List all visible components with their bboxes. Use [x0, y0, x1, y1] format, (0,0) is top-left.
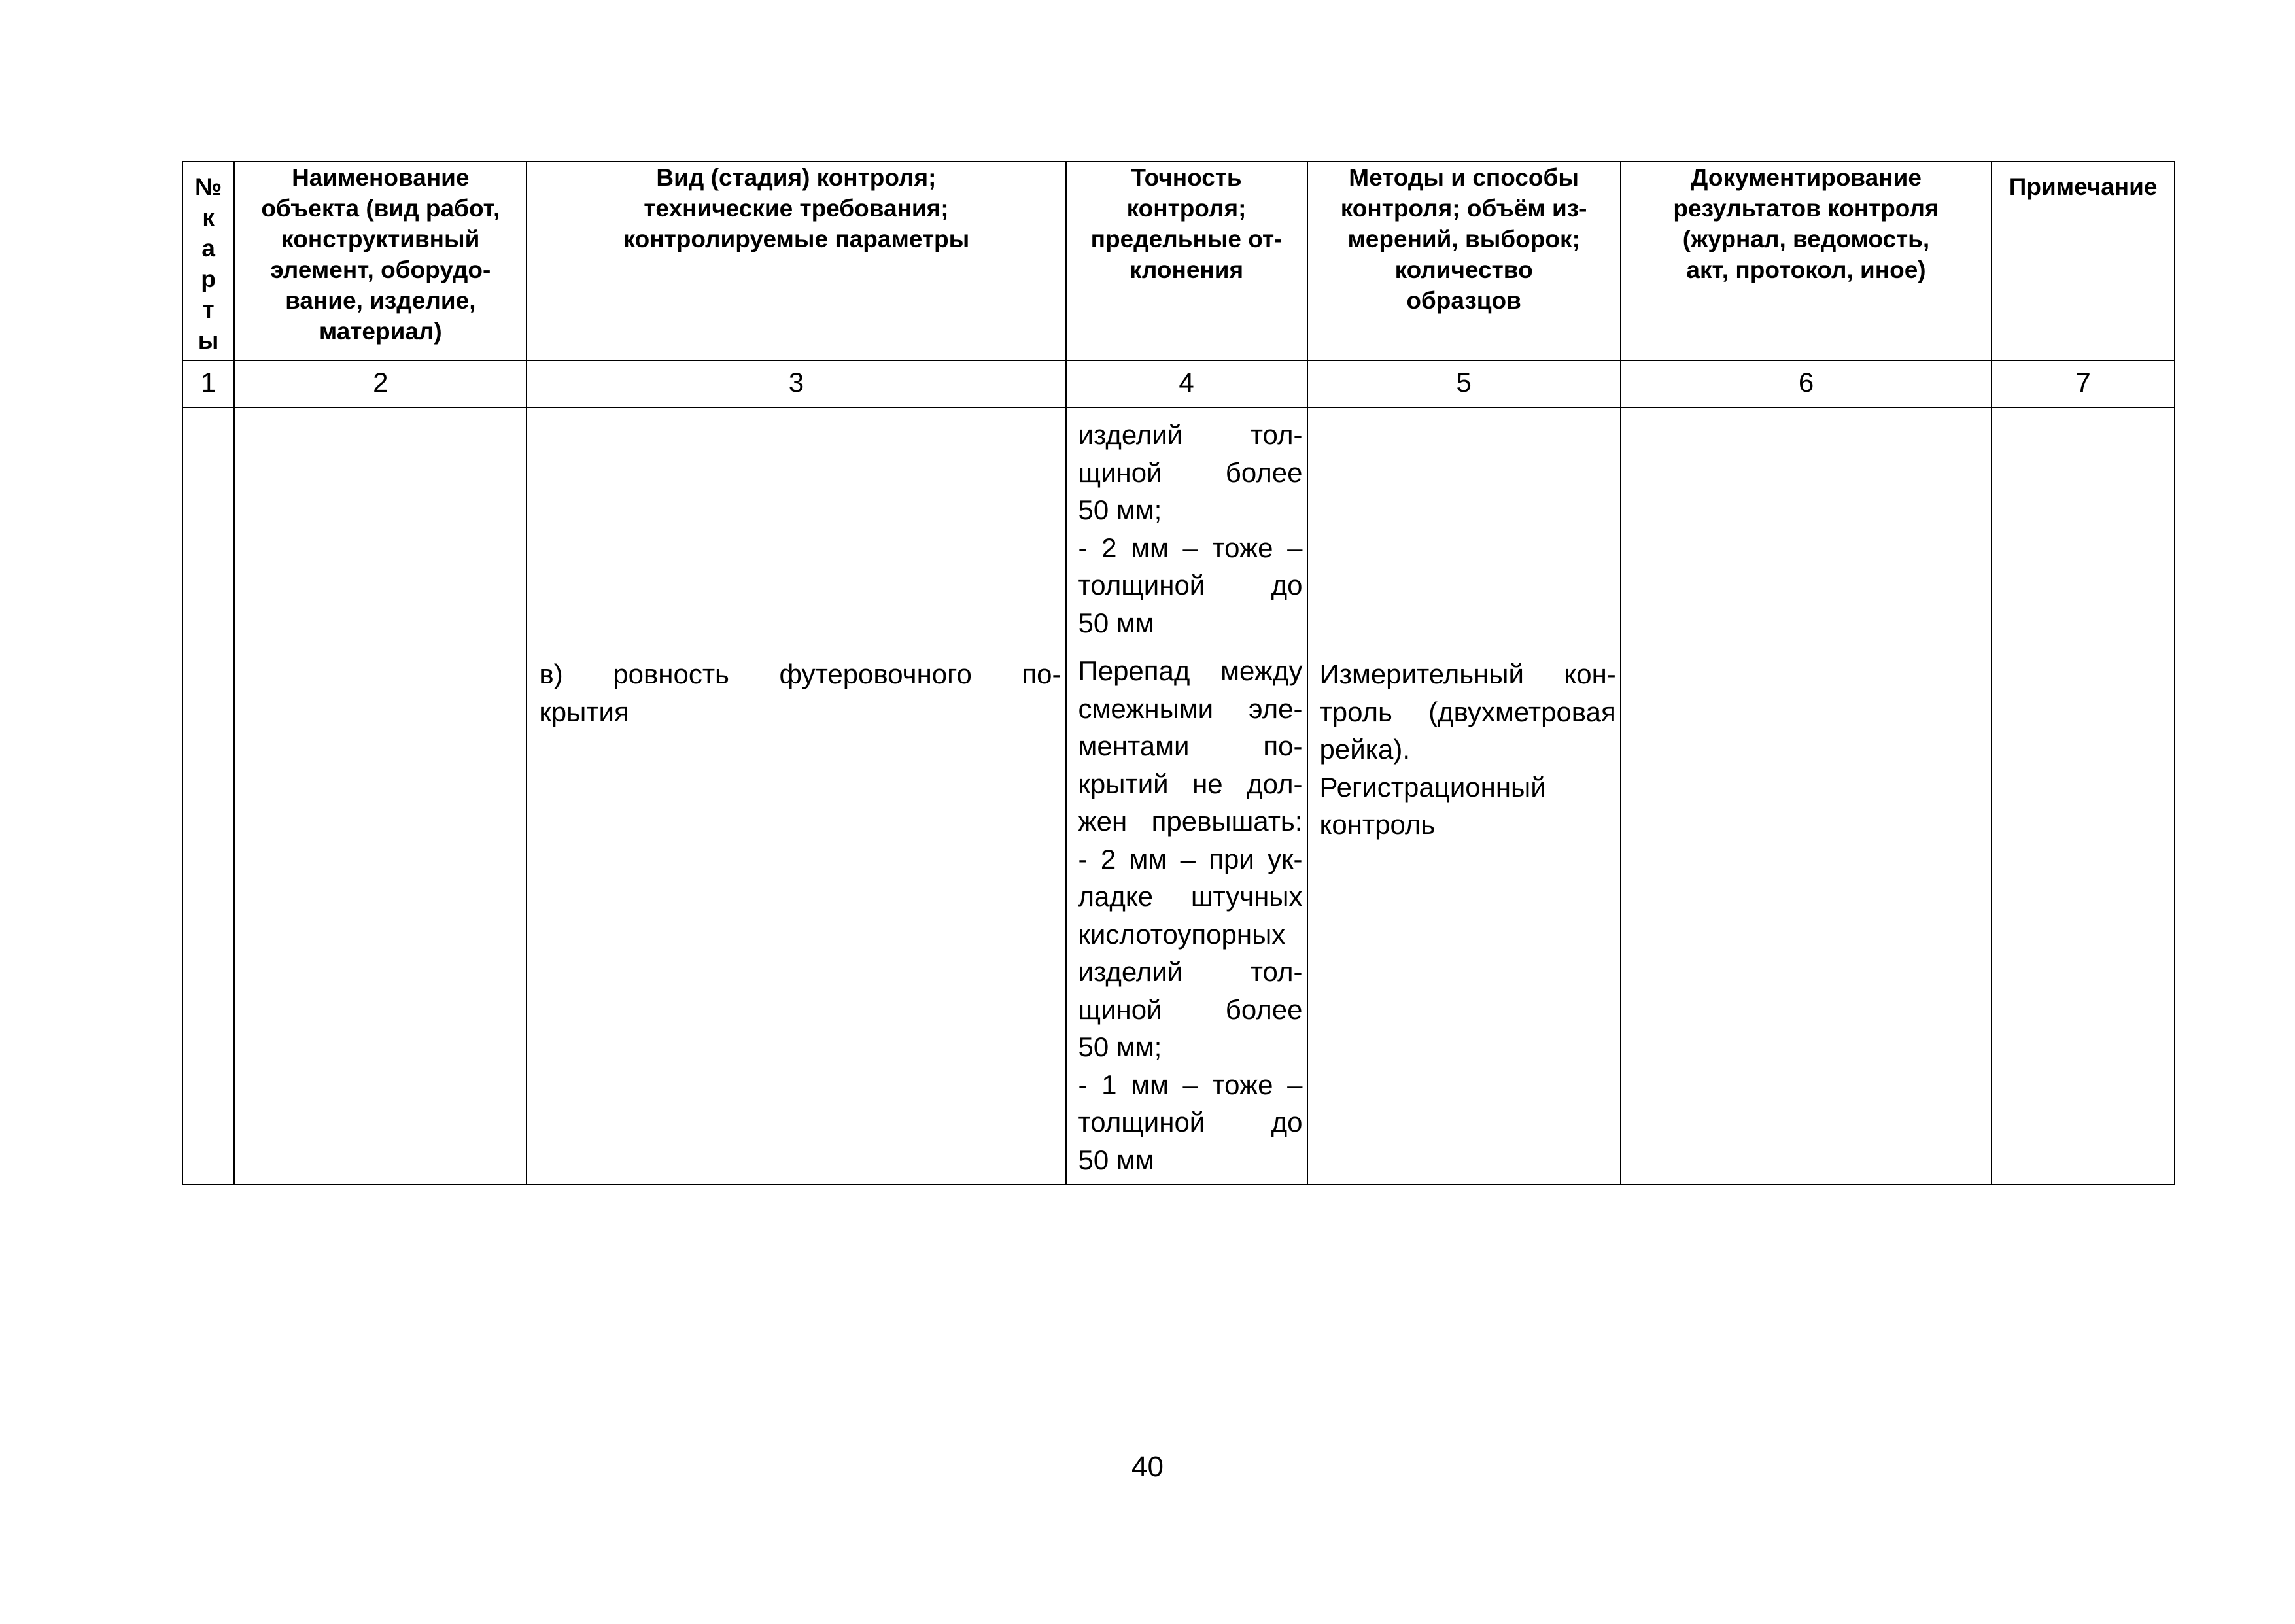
text-line: крытий не дол-: [1078, 768, 1303, 799]
methods-text: [1308, 408, 1620, 844]
control-requirement-text: [527, 408, 1065, 731]
header-line: контролируемые параметры: [623, 226, 970, 252]
text-line: троль (двухметровая: [1319, 696, 1616, 727]
text-line: контроль: [1319, 809, 1436, 840]
text-line: смежными эле-: [1078, 693, 1303, 724]
text-line: жен превышать:: [1078, 806, 1303, 837]
control-table: [182, 161, 2175, 1185]
text-line: 50 мм;: [1078, 494, 1162, 525]
header-object-name: [234, 162, 526, 360]
column-number: 2: [234, 360, 526, 407]
cell-accuracy: [1066, 407, 1307, 1184]
header-line: вание, изделие,: [285, 287, 476, 314]
header-line: а: [201, 235, 215, 262]
accuracy-block-evenness: [1078, 652, 1303, 1179]
header-line: предельные от-: [1090, 226, 1283, 252]
text-line: кислотоупорных: [1078, 918, 1286, 950]
header-line: Точность: [1131, 164, 1242, 191]
header-line: акт, протокол, иное): [1686, 256, 1926, 283]
text-line: Регистрационный: [1319, 771, 1546, 803]
text-line: в) ровность футеровочного по-: [539, 659, 1061, 689]
text-line: щиной более: [1078, 993, 1303, 1025]
text-line: 50 мм: [1078, 1144, 1154, 1175]
cell-methods: [1307, 407, 1621, 1184]
header-line: количество: [1394, 256, 1533, 283]
text-line: изделий тол-: [1078, 419, 1303, 450]
header-accuracy: [1066, 162, 1307, 360]
header-line: Вид (стадия) контроля;: [656, 164, 937, 191]
accuracy-text: [1067, 408, 1307, 1179]
header-line: Методы и способы: [1349, 164, 1579, 191]
header-documentation: [1621, 162, 1992, 360]
header-line: ы: [198, 327, 219, 354]
header-methods: [1307, 162, 1621, 360]
column-number: 6: [1621, 360, 1992, 407]
column-number: 5: [1307, 360, 1621, 407]
header-line: элемент, оборудо-: [270, 256, 491, 283]
accuracy-block-continued: [1078, 416, 1303, 642]
header-note: [1992, 162, 2175, 360]
header-line: Примечание: [2009, 173, 2158, 200]
header-line: клонения: [1129, 256, 1244, 283]
header-line: технические требования;: [644, 195, 949, 222]
header-control-type: [526, 162, 1065, 360]
column-number: 3: [526, 360, 1065, 407]
cell-object-name: [234, 407, 526, 1184]
header-line: конструктивный: [281, 226, 480, 252]
text-line: щиной более: [1078, 457, 1303, 488]
text-line: Измерительный кон-: [1319, 659, 1616, 689]
text-line: толщиной до: [1078, 1107, 1303, 1137]
header-card-number: [182, 162, 234, 360]
header-line: т: [202, 296, 215, 323]
header-line: контроля; объём из-: [1340, 195, 1587, 222]
header-line: к: [202, 204, 215, 231]
header-line: результатов контроля: [1673, 195, 1939, 222]
text-line: 50 мм: [1078, 607, 1154, 638]
text-line: изделий тол-: [1078, 956, 1303, 987]
text-line: рейка).: [1319, 734, 1410, 765]
header-line: образцов: [1406, 287, 1521, 314]
header-line: мерений, выборок;: [1347, 226, 1580, 252]
text-line: 50 мм;: [1078, 1031, 1162, 1062]
table-header-row: [182, 162, 2175, 360]
column-number: 4: [1066, 360, 1307, 407]
column-number: 1: [182, 360, 234, 407]
header-line: материал): [319, 318, 442, 345]
cell-control-type: [526, 407, 1065, 1184]
cell-note: [1992, 407, 2175, 1184]
text-line: - 2 мм – тоже –: [1078, 532, 1303, 563]
header-line: р: [201, 266, 216, 292]
header-line: №: [194, 173, 222, 200]
text-line: крытия: [539, 696, 629, 727]
cell-documentation: [1621, 407, 1992, 1184]
header-line: Наименование: [292, 164, 470, 191]
column-number: 7: [1992, 360, 2175, 407]
text-line: Перепад между: [1078, 655, 1303, 686]
page-number: 40: [1131, 1451, 1164, 1483]
text-line: ментами по-: [1078, 731, 1303, 761]
header-line: Документирование: [1691, 164, 1922, 191]
header-line: объекта (вид работ,: [261, 195, 500, 222]
text-line: толщиной до: [1078, 570, 1303, 600]
column-number-row: [182, 360, 2175, 407]
text-line: - 2 мм – при ук-: [1078, 843, 1303, 874]
text-line: - 1 мм – тоже –: [1078, 1069, 1303, 1100]
text-line: ладке штучных: [1078, 881, 1303, 912]
table-row: [182, 407, 2175, 1184]
header-line: контроля;: [1126, 195, 1247, 222]
header-line: (журнал, ведомость,: [1682, 226, 1930, 252]
cell-card-number: [182, 407, 234, 1184]
